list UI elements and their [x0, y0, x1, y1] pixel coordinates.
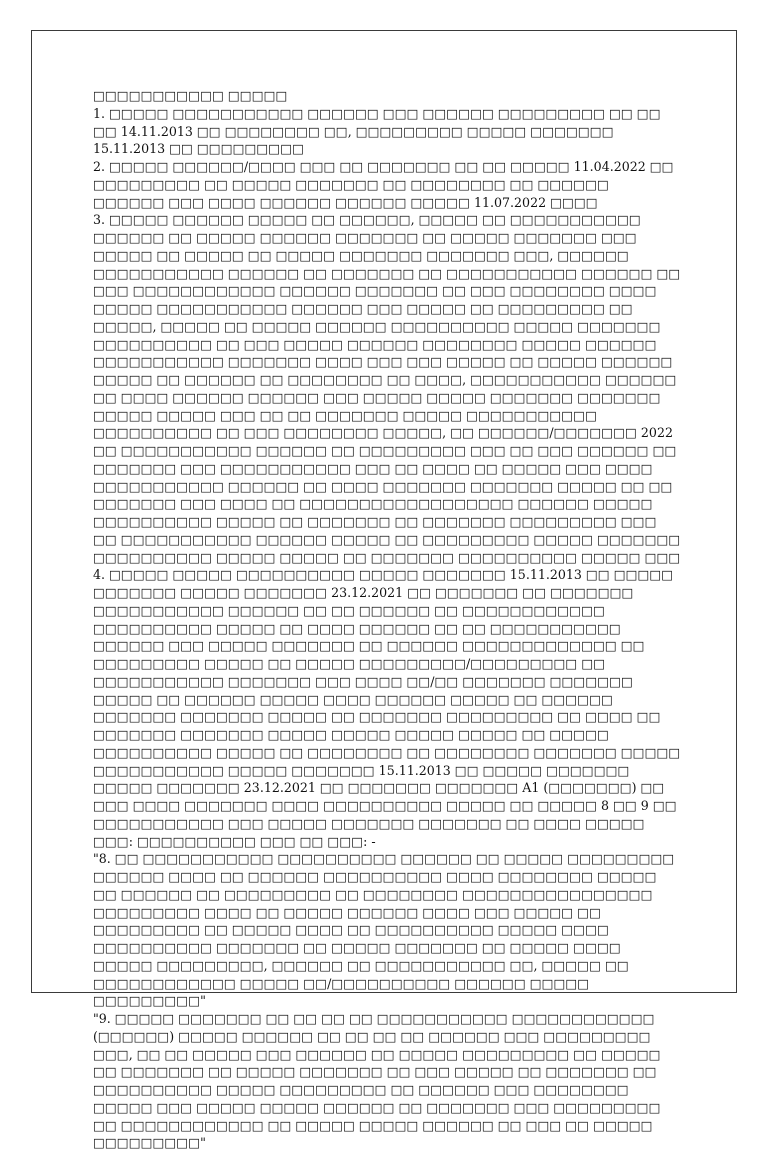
- paragraph-2: 2. □□□□□ □□□□□□/□□□□ □□□ □□ □□□□□□□ □□ □□ □□□□□ 11.04.2022 □□ □□□□□□□□□ □□ □□□□□ □□□□□□□ □□ □□□□□□□□ □□ □□□□□□ □□□□□□ □□□ □□□□ □□□□□□ □□□□□□ □□□□□ 11.07.2022 □□□□: [93, 159, 674, 210]
- quoted-paragraph-9: "9. □□□□□ □□□□□□□ □□ □□ □□ □□ □□□□□□□□□□□ □□□□□□□□□□□□ (□□□□□□) □□□□□ □□□□□□ □□ □□ □□ □□ □□□□□□ □□□ □□□□□□□□□ □□□, □□ □□ □□□□□ □□□ □□□□□□ □□ □□□□□ □□□□□□□□□ □□ □□□□□ □□ □□□□□□□ □□ □□□□□ □□□□□□□ □□ □□□ □□□□□ □□ □□□□□□□ □□ □□□□□□□□□□ □□□□□ □□□□□□□□□ □□ □□□□□□ □□□ □□□□□□□□ □□□□□ □□□ □□□□□ □□□□□ □□□□□□ □□ □□□□□□□ □□□ □□□□□□□□□ □□ □□□□□□□□□□□□ □□ □□□□□ □□□□□ □□□□□□ □□ □□□ □□ □□□□□ □□□□□□□□□": [93, 1011, 661, 1151]
- paragraph-3: 3. □□□□□ □□□□□□ □□□□□ □□ □□□□□□, □□□□□ □□ □□□□□□□□□□□ □□□□□□ □□ □□□□□ □□□□□□ □□□□□□□ □□ □□□□□ □□□□□□□ □□□ □□□□□ □□ □□□□□ □□ □□□□□ □□□□□□□ □□□□□□□ □□□, □□□□□□ □□□□□□□□□□□ □□□□□□ □□ □□□□□□□ □□ □□□□□□□□□□□ □□□□□□ □□ □□□ □□□□□□□□□□□□ □□□□□□ □□□□□□□ □□ □□□ □□□□□□□□ □□□□ □□□□□ □□□□□□□□□□□ □□□□□□ □□□ □□□□□ □□ □□□□□□□□□ □□ □□□□□, □□□□□ □□ □□□□□ □□□□□□ □□□□□□□□□□ □□□□□ □□□□□□□ □□□□□□□□□□ □□ □□□ □□□□□ □□□□□□ □□□□□□□□ □□□□□ □□□□□□ □□□□□□□□□□□ □□□□□□□ □□□□ □□□ □□□ □□□□□ □□ □□□□□ □□□□□□ □□□□□ □□ □□□□□□ □□ □□□□□□□□ □□ □□□□, □□□□□□□□□□□ □□□□□□ □□ □□□□ □□□□□□ □□□□□□ □□□ □□□□□ □□□□□ □□□□□□□ □□□□□□□ □□□□□ □□□□□ □□□ □□ □□ □□□□□□□ □□□□□ □□□□□□□□□□□ □□□□□□□□□□ □□ □□□ □□□□□□□□ □□□□□, □□ □□□□□□/□□□□□□□ 2022 □□ □□□□□□□□□□□ □□□□□□ □□ □□□□□□□□□ □□□ □□ □□□ □□□□□□ □□ □□□□□□□ □□□ □□□□□□□□□□□ □□□ □□ □□□□ □□ □□□□□ □□□ □□□□ □□□□□□□□□□□ □□□□□□ □□ □□□□ □□□□□□□ □□□□□□□ □□□□□ □□ □□ □□□□□□□ □□□ □□□□ □□ □□□□□□□□□□□□□□□□□□ □□□□□□ □□□□□ □□□□□□□□□□ □□□□□ □□ □□□□□□□ □□ □□□□□□□ □□□□□□□□□ □□□ □□ □□□□□□□□□□□ □□□□□□ □□□□□ □□ □□□□□□□□□ □□□□□ □□□□□□□ □□□□□□□□□□ □□□□□ □□□□□ □□ □□□□□□□ □□□□□□□□□□ □□□□□ □□□: [93, 212, 681, 565]
- document-heading: □□□□□□□□□□□ □□□□□: [93, 88, 288, 103]
- paragraph-4: 4. □□□□□ □□□□□ □□□□□□□□□□ □□□□□ □□□□□□□ 15.11.2013 □□ □□□□□ □□□□□□□ □□□□□ □□□□□□□ 23.12.2021 □□ □□□□□□□ □□ □□□□□□□ □□□□□□□□□□□ □□□□□□ □□ □□ □□□□□□ □□ □□□□□□□□□□□□ □□□□□□□□□□ □□□□□ □□ □□□□ □□□□□□ □□ □□ □□□□□□□□□□□ □□□□□□ □□□ □□□□□ □□□□□□□ □□ □□□□□□ □□□□□□□□□□□□□ □□ □□□□□□□□□ □□□□□ □□ □□□□□ □□□□□□□□□/□□□□□□□□□ □□ □□□□□□□□□□□ □□□□□□□ □□□ □□□□ □□/□□ □□□□□□□ □□□□□□□ □□□□□ □□ □□□□□□ □□□□□ □□□□ □□□□□□ □□□□□ □□ □□□□□□ □□□□□□□ □□□□□□□ □□□□□ □□ □□□□□□□ □□□□□□□□□ □□ □□□□ □□ □□□□□□□ □□□□□□□ □□□□□ □□□□□ □□□□□ □□□□□ □□ □□□□□ □□□□□□□□□□ □□□□□ □□ □□□□□□□□ □□ □□□□□□□□ □□□□□□□ □□□□□ □□□□□□□□□□□ □□□□□ □□□□□□□ 15.11.2013 □□ □□□□□ □□□□□□□ □□□□□ □□□□□□□ 23.12.2021 □□ □□□□□□□ □□□□□□□ A1 (□□□□□□□) □□ □□□ □□□□ □□□□□□□ □□□□ □□□□□□□□□□ □□□□□ □□ □□□□□ 8 □□ 9 □□ □□□□□□□□□□□ □□□ □□□□□ □□□□□□□ □□□□□□□ □□ □□□□ □□□□□ □□□: □□□□□□□□□□ □□□ □□ □□□: -: [93, 567, 681, 849]
- document-body: [93, 87, 683, 1152]
- quoted-paragraph-8: "8. □□ □□□□□□□□□□□ □□□□□□□□□□ □□□□□□ □□ □□□□□ □□□□□□□□□ □□□□□□ □□□□ □□ □□□□□□ □□□□□□□□□□ □□□□ □□□□□□□□ □□□□□ □□ □□□□□□ □□ □□□□□□□□□ □□ □□□□□□□□ □□□□□□□□□□□□□□□□ □□□□□□□□□ □□□□ □□ □□□□□ □□□□□□ □□□□ □□□ □□□□□ □□ □□□□□□□□□ □□ □□□□□ □□□□ □□ □□□□□□□□□□ □□□□□ □□□□ □□□□□□□□□□ □□□□□□□ □□ □□□□□ □□□□□□□ □□ □□□□□ □□□□ □□□□□ □□□□□□□□□, □□□□□□ □□ □□□□□□□□□□□ □□, □□□□□ □□ □□□□□□□□□□□□ □□□□□ □□/□□□□□□□□□□ □□□□□□ □□□□□ □□□□□□□□□": [93, 851, 675, 1009]
- paragraph-1: 1. □□□□□ □□□□□□□□□□□ □□□□□□ □□□ □□□□□□ □□□□□□□□□ □□ □□ □□ 14.11.2013 □□ □□□□□□□□ □□, □□□□□□□□□ □□□□□ □□□□□□□ 15.11.2013 □□ □□□□□□□□□: [93, 105, 661, 157]
